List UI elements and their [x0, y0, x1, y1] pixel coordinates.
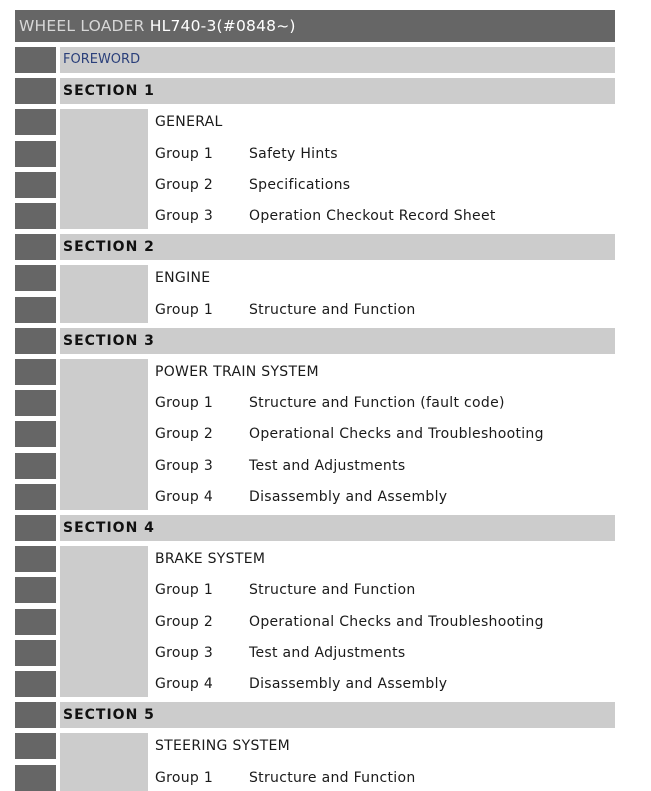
group-link[interactable]: Disassembly and Assembly	[249, 489, 448, 505]
row-marker	[15, 203, 56, 229]
group-number: Group 4	[155, 489, 214, 505]
row-marker	[15, 47, 56, 73]
section-title-link[interactable]: STEERING SYSTEM	[155, 738, 291, 754]
group-number: Group 1	[155, 395, 214, 411]
group-link[interactable]: Specifications	[249, 177, 351, 193]
header-model-type: WHEEL LOADER	[19, 17, 150, 35]
section-header: SECTION 2	[60, 234, 615, 260]
row-marker	[15, 609, 56, 635]
group-link[interactable]: Safety Hints	[249, 146, 338, 162]
foreword-link[interactable]: FOREWORD	[60, 47, 615, 73]
group-number: Group 2	[155, 426, 214, 442]
row-marker	[15, 234, 56, 260]
section-title-link[interactable]: ENGINE	[155, 270, 211, 286]
row-marker	[15, 453, 56, 479]
row-marker	[15, 109, 56, 135]
section-title-link[interactable]: BRAKE SYSTEM	[155, 551, 266, 567]
section-header: SECTION 4	[60, 515, 615, 541]
section-side-block	[60, 546, 148, 697]
section-title-link[interactable]: POWER TRAIN SYSTEM	[155, 364, 319, 380]
group-link[interactable]: Operational Checks and Troubleshooting	[249, 426, 544, 442]
group-link[interactable]: Operational Checks and Troubleshooting	[249, 614, 544, 630]
section-header: SECTION 5	[60, 702, 615, 728]
section-header: SECTION 3	[60, 328, 615, 354]
section-side-block	[60, 109, 148, 229]
group-link[interactable]: Structure and Function (fault code)	[249, 395, 505, 411]
group-link[interactable]: Test and Adjustments	[249, 645, 406, 661]
group-number: Group 1	[155, 302, 214, 318]
row-marker	[15, 141, 56, 167]
section-side-block	[60, 265, 148, 323]
row-marker	[15, 702, 56, 728]
group-link[interactable]: Structure and Function	[249, 582, 416, 598]
row-marker	[15, 390, 56, 416]
row-marker	[15, 297, 56, 323]
group-number: Group 3	[155, 458, 214, 474]
row-marker	[15, 765, 56, 791]
section-side-block	[60, 359, 148, 510]
row-marker	[15, 671, 56, 697]
group-number: Group 1	[155, 582, 214, 598]
group-number: Group 2	[155, 177, 214, 193]
group-link[interactable]: Structure and Function	[249, 302, 416, 318]
group-number: Group 1	[155, 770, 214, 786]
row-marker	[15, 733, 56, 759]
row-marker	[15, 328, 56, 354]
row-marker	[15, 265, 56, 291]
row-marker	[15, 172, 56, 198]
row-marker	[15, 359, 56, 385]
section-title-link[interactable]: GENERAL	[155, 114, 223, 130]
section-header: SECTION 1	[60, 78, 615, 104]
page-header	[15, 10, 615, 42]
group-number: Group 2	[155, 614, 214, 630]
group-link[interactable]: Test and Adjustments	[249, 458, 406, 474]
group-link[interactable]: Disassembly and Assembly	[249, 676, 448, 692]
group-link[interactable]: Operation Checkout Record Sheet	[249, 208, 496, 224]
row-marker	[15, 546, 56, 572]
row-marker	[15, 484, 56, 510]
group-number: Group 1	[155, 146, 214, 162]
group-number: Group 4	[155, 676, 214, 692]
section-side-block	[60, 733, 148, 791]
header-model-number: HL740-3(#0848~)	[149, 17, 296, 35]
group-number: Group 3	[155, 208, 214, 224]
row-marker	[15, 78, 56, 104]
row-marker	[15, 515, 56, 541]
row-marker	[15, 640, 56, 666]
row-marker	[15, 421, 56, 447]
row-marker	[15, 577, 56, 603]
group-link[interactable]: Structure and Function	[249, 770, 416, 786]
group-number: Group 3	[155, 645, 214, 661]
